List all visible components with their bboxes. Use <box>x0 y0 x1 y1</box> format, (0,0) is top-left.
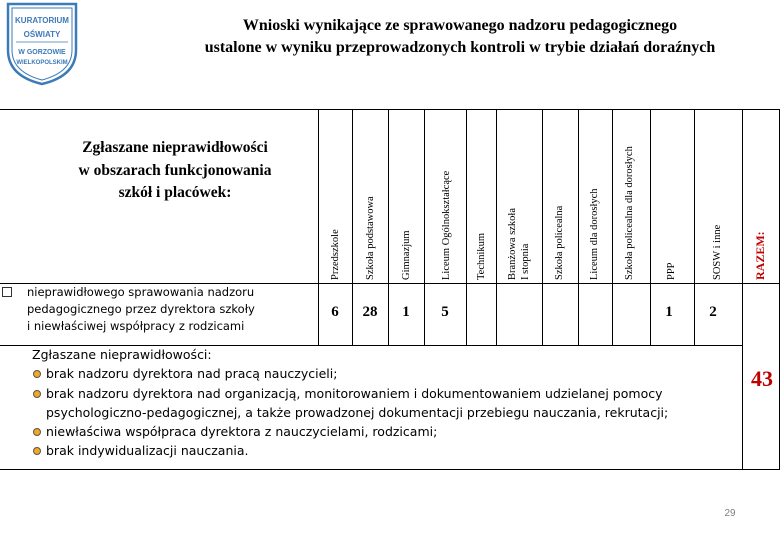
col-label-przedszkole: Przedszkole <box>330 229 341 280</box>
col-label-gimnazjum: Gimnazjum <box>401 230 412 280</box>
value-liceum-ogolnoksztalcace: 5 <box>441 304 449 320</box>
col-label-liceum-dla-doroslych: Liceum dla dorosłych <box>589 188 600 280</box>
table-col-line <box>466 109 467 346</box>
header-line2: w obszarach funkcjonowania <box>78 161 272 179</box>
list-item <box>32 384 732 423</box>
logo-line1: KURATORIUM <box>15 16 69 25</box>
findings-list <box>32 345 732 461</box>
finding-2-line1: brak nadzoru dyrektora nad organizacją, monitorowaniem i dokumentowaniem udzielanej pomocy <box>46 385 663 401</box>
list-item <box>32 441 732 460</box>
kuratorium-logo-icon <box>2 2 82 86</box>
bullet-icon <box>33 447 41 455</box>
row-label-line2: pedagogicznego przez dyrektora szkoły <box>27 302 255 316</box>
bullet-icon <box>33 390 41 398</box>
bullet-icon <box>33 370 41 378</box>
finding-4: brak indywidualizacji nauczania. <box>46 443 249 459</box>
col-label-ppp: PPP <box>666 262 677 280</box>
header-line3: szkół i placówek: <box>118 184 232 201</box>
kuratorium-logo <box>2 2 82 86</box>
row-label-line1: nieprawidłowego sprawowania nadzoru <box>27 285 255 299</box>
logo-line4: WIELKOPOLSKIM <box>16 60 68 66</box>
finding-3: niewłaściwa współpraca dyrektora z nauczycielami, rodzicami; <box>46 424 438 440</box>
value-przedszkole: 6 <box>331 304 339 320</box>
table-col-line <box>742 109 743 470</box>
value-szkola-podstawowa: 28 <box>362 304 378 320</box>
table-col-line <box>612 109 613 346</box>
col-label-szkola-policealna-dla-doroslych: Szkoła policealna dla dorosłych <box>624 146 635 280</box>
page-number: 29 <box>724 508 736 519</box>
list-item <box>32 422 732 441</box>
title-line2: ustalone w wyniku przeprowadzonych kontroli w trybie działań doraźnych <box>204 39 716 56</box>
col-label-razem: RAZEM: <box>753 231 767 280</box>
value-ppp: 1 <box>665 304 673 320</box>
finding-1: brak nadzoru dyrektora nad pracą nauczycieli; <box>46 366 338 382</box>
col-label-sosw: SOSW i inne <box>712 224 723 280</box>
table-border-top <box>0 109 780 110</box>
table-col-line <box>424 109 425 346</box>
col-label-branzowa-szkola <box>506 208 532 280</box>
logo-line2: OŚWIATY <box>23 30 61 39</box>
header-line1: Zgłaszane nieprawidłowości <box>82 139 268 156</box>
title-line1: Wnioski wynikające ze sprawowanego nadzoru pedagogicznego <box>242 17 678 34</box>
row-label <box>27 284 297 335</box>
finding-2-line2: psychologiczno-pedagogicznej, a także prowadzonej dokumentacji przebiegu nauczania, rekrutacji; <box>46 404 669 420</box>
col-label-branzowa-line1: Branżowa szkoła <box>507 207 518 280</box>
col-label-liceum-ogolnoksztalcace: Liceum Ogólnokształcące <box>441 170 452 280</box>
page-title <box>150 15 770 59</box>
findings-heading: Zgłaszane nieprawidłowości: <box>32 347 212 362</box>
col-label-branzowa-line2: I stopnia <box>520 243 531 280</box>
value-sosw: 2 <box>709 304 717 320</box>
table-col-line <box>578 109 579 346</box>
col-label-technikum: Technikum <box>476 232 487 280</box>
row-bullet-icon <box>2 287 12 297</box>
table-col-line <box>694 109 695 346</box>
table-header-title <box>40 137 310 205</box>
row-label-line3: i niewłaściwej współpracy z rodzicami <box>27 319 245 333</box>
table-col-line <box>542 109 543 346</box>
logo-line3: W GORZOWIE <box>18 49 66 56</box>
total-value: 43 <box>751 366 773 391</box>
table-col-line <box>496 109 497 346</box>
col-label-szkola-podstawowa: Szkoła podstawowa <box>365 196 376 280</box>
list-item <box>32 364 732 383</box>
bullet-icon <box>33 428 41 436</box>
table-col-line <box>650 109 651 346</box>
value-gimnazjum: 1 <box>402 304 410 320</box>
table-border-bottom <box>0 469 780 470</box>
col-label-szkola-policealna: Szkoła policealna <box>554 205 565 280</box>
